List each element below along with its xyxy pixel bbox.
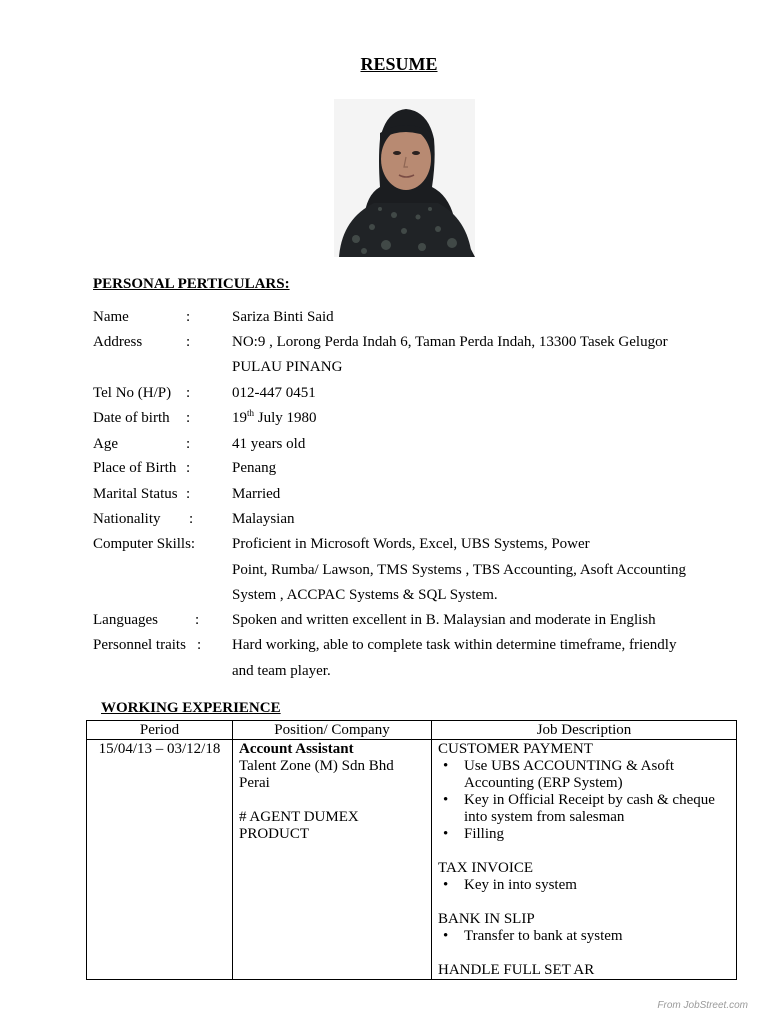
agent-note-line-1: # AGENT DUMEX xyxy=(239,809,359,825)
skills-label: Computer Skills: xyxy=(93,536,196,552)
pob-colon: : xyxy=(186,460,191,476)
skills-line-2: Point, Rumba/ Lawson, TMS Systems , TBS Accounting, Asoft Accounting xyxy=(232,562,687,578)
tel-value: 012-447 0451 xyxy=(232,385,316,401)
personal-particulars-heading: PERSONAL PERTICULARS: xyxy=(93,276,290,292)
dob-day: 19 xyxy=(232,410,247,426)
dob-suffix: th xyxy=(247,408,255,418)
experience-header-row xyxy=(87,721,737,740)
tax-invoice-list xyxy=(438,877,730,894)
agent-note-line-2: PRODUCT xyxy=(239,826,310,842)
experience-table xyxy=(86,720,737,980)
table-row xyxy=(87,740,737,980)
handle-ar-heading: HANDLE FULL SET AR xyxy=(438,962,595,978)
tax-invoice-heading: TAX INVOICE xyxy=(438,860,534,876)
tel-colon: : xyxy=(186,385,191,401)
position-cell xyxy=(233,740,432,980)
languages-label: Languages xyxy=(93,612,158,628)
description-cell xyxy=(432,740,737,980)
list-item: • Transfer to bank at system xyxy=(438,928,730,945)
address-line-1: NO:9 , Lorong Perda Indah 6, Taman Perda Indah, 13300 Tasek Gelugor xyxy=(232,334,668,350)
marital-colon: : xyxy=(186,486,191,502)
address-line-2: PULAU PINANG xyxy=(232,359,343,375)
traits-label: Personnel traits xyxy=(93,637,186,653)
nationality-label: Nationality xyxy=(93,511,161,527)
bank-in-slip-heading: BANK IN SLIP xyxy=(438,911,535,927)
source-watermark: From JobStreet.com xyxy=(657,1000,748,1011)
bank-in-slip-list xyxy=(438,928,730,945)
list-item: • Use UBS ACCOUNTING & Asoft Accounting (ERP System) xyxy=(438,758,730,792)
name-colon: : xyxy=(186,309,191,325)
list-item: • Key in Official Receipt by cash & cheque into system from salesman xyxy=(438,792,730,826)
age-colon: : xyxy=(186,436,191,452)
marital-label: Marital Status xyxy=(93,486,178,502)
languages-value: Spoken and written excellent in B. Malaysian and moderate in English xyxy=(232,612,656,628)
list-item: • Key in into system xyxy=(438,877,730,894)
address-label: Address xyxy=(93,334,143,350)
dob-value xyxy=(232,410,317,427)
customer-payment-heading: CUSTOMER PAYMENT xyxy=(438,741,593,757)
name-value: Sariza Binti Said xyxy=(232,309,334,325)
marital-value: Married xyxy=(232,486,281,502)
dob-colon: : xyxy=(186,410,191,426)
name-label: Name xyxy=(93,309,129,325)
working-experience-heading: WORKING EXPERIENCE xyxy=(101,700,281,716)
profile-photo xyxy=(334,99,475,257)
skills-line-1: Proficient in Microsoft Words, Excel, UBS Systems, Power xyxy=(232,536,590,552)
dob-rest: July 1980 xyxy=(254,410,317,426)
list-item: • Filling xyxy=(438,826,730,843)
company-location: Perai xyxy=(239,775,270,791)
resume-title: RESUME xyxy=(360,54,438,74)
age-label: Age xyxy=(93,436,118,452)
skills-line-3: System , ACCPAC Systems & SQL System. xyxy=(232,587,498,603)
traits-line-1: Hard working, able to complete task within determine timeframe, friendly xyxy=(232,637,677,653)
traits-colon: : xyxy=(197,637,202,653)
traits-line-2: and team player. xyxy=(232,663,331,679)
tel-label: Tel No (H/P) xyxy=(93,385,172,401)
address-colon: : xyxy=(186,334,191,350)
col-position: Position/ Company xyxy=(233,721,432,740)
languages-colon: : xyxy=(195,612,200,628)
nationality-value: Malaysian xyxy=(232,511,295,527)
position-title: Account Assistant xyxy=(239,741,354,757)
period-cell: 15/04/13 – 03/12/18 xyxy=(87,740,233,980)
pob-value: Penang xyxy=(232,460,277,476)
col-description: Job Description xyxy=(432,721,737,740)
customer-payment-list xyxy=(438,758,730,843)
age-value: 41 years old xyxy=(232,436,306,452)
profile-photo-illustration xyxy=(334,99,475,257)
dob-label: Date of birth xyxy=(93,410,170,426)
col-period: Period xyxy=(87,721,233,740)
pob-label: Place of Birth xyxy=(93,460,177,476)
company-name: Talent Zone (M) Sdn Bhd xyxy=(239,758,394,774)
nationality-colon: : xyxy=(189,511,194,527)
